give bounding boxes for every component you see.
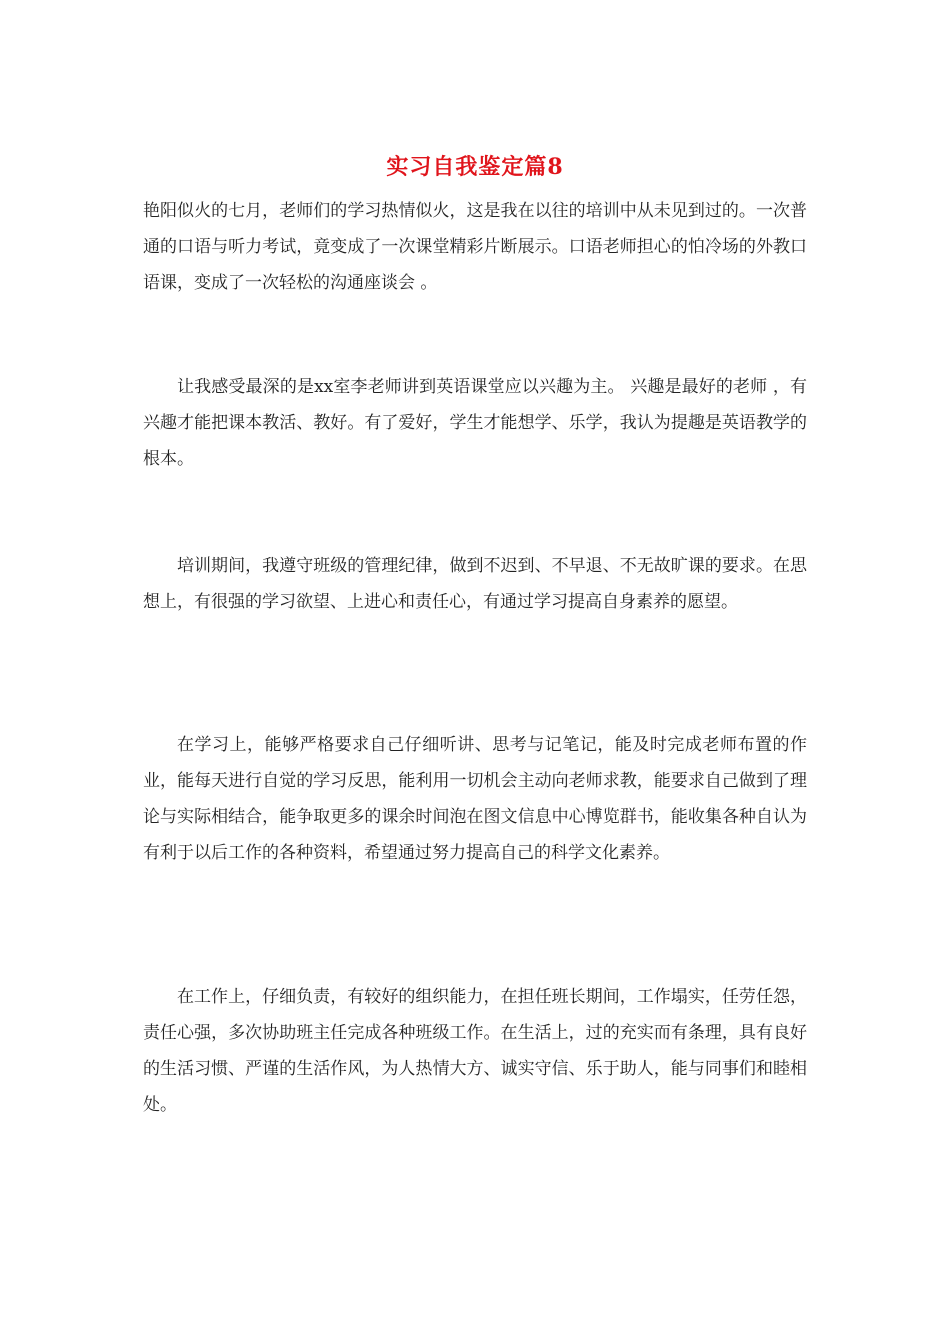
paragraph-3: 培训期间，我遵守班级的管理纪律，做到不迟到、不早退、不无故旷课的要求。在思想上，有很强的学习欲望、上进心和责任心，有通过学习提高自身素养的愿望。 [143, 556, 807, 612]
paragraph-4: 在学习上，能够严格要求自己仔细听讲、思考与记笔记，能及时完成老师布置的作业，能每天进行自觉的学习反思，能利用一切机会主动向老师求教，能要求自己做到了理论与实际相结合，能争取更多的课余时间泡在图文信息中心博览群书，能收集各种自认为有利于以后工作的各种资料，希望通过努力提高自己的科学文化素养。 [143, 735, 807, 863]
paragraph-2: 让我感受最深的是xx室李老师讲到英语课堂应以兴趣为主。 兴趣是最好的老师 ，有兴趣才能把课本教活、教好。有了爱好，学生才能想学、乐学，我认为提趣是英语教学的根本。 [143, 377, 807, 469]
paragraph-1: 艳阳似火的七月，老师们的学习热情似火，这是我在以往的培训中从未见到过的。一次普通的口语与听力考试，竟变成了一次课堂精彩片断展示。口语老师担心的怕冷场的外教口语课，变成了一次轻松的沟通座谈会 。 [143, 201, 807, 293]
page-title: 实习自我鉴定篇8 [386, 154, 564, 180]
paragraph-5: 在工作上，仔细负责，有较好的组织能力，在担任班长期间，工作塌实，任劳任怨，责任心强，多次协助班主任完成各种班级工作。在生活上，过的充实而有条理，具有良好的生活习惯、严谨的生活作风，为人热情大方、诚实守信、乐于助人，能与同事们和睦相处。 [143, 987, 807, 1115]
